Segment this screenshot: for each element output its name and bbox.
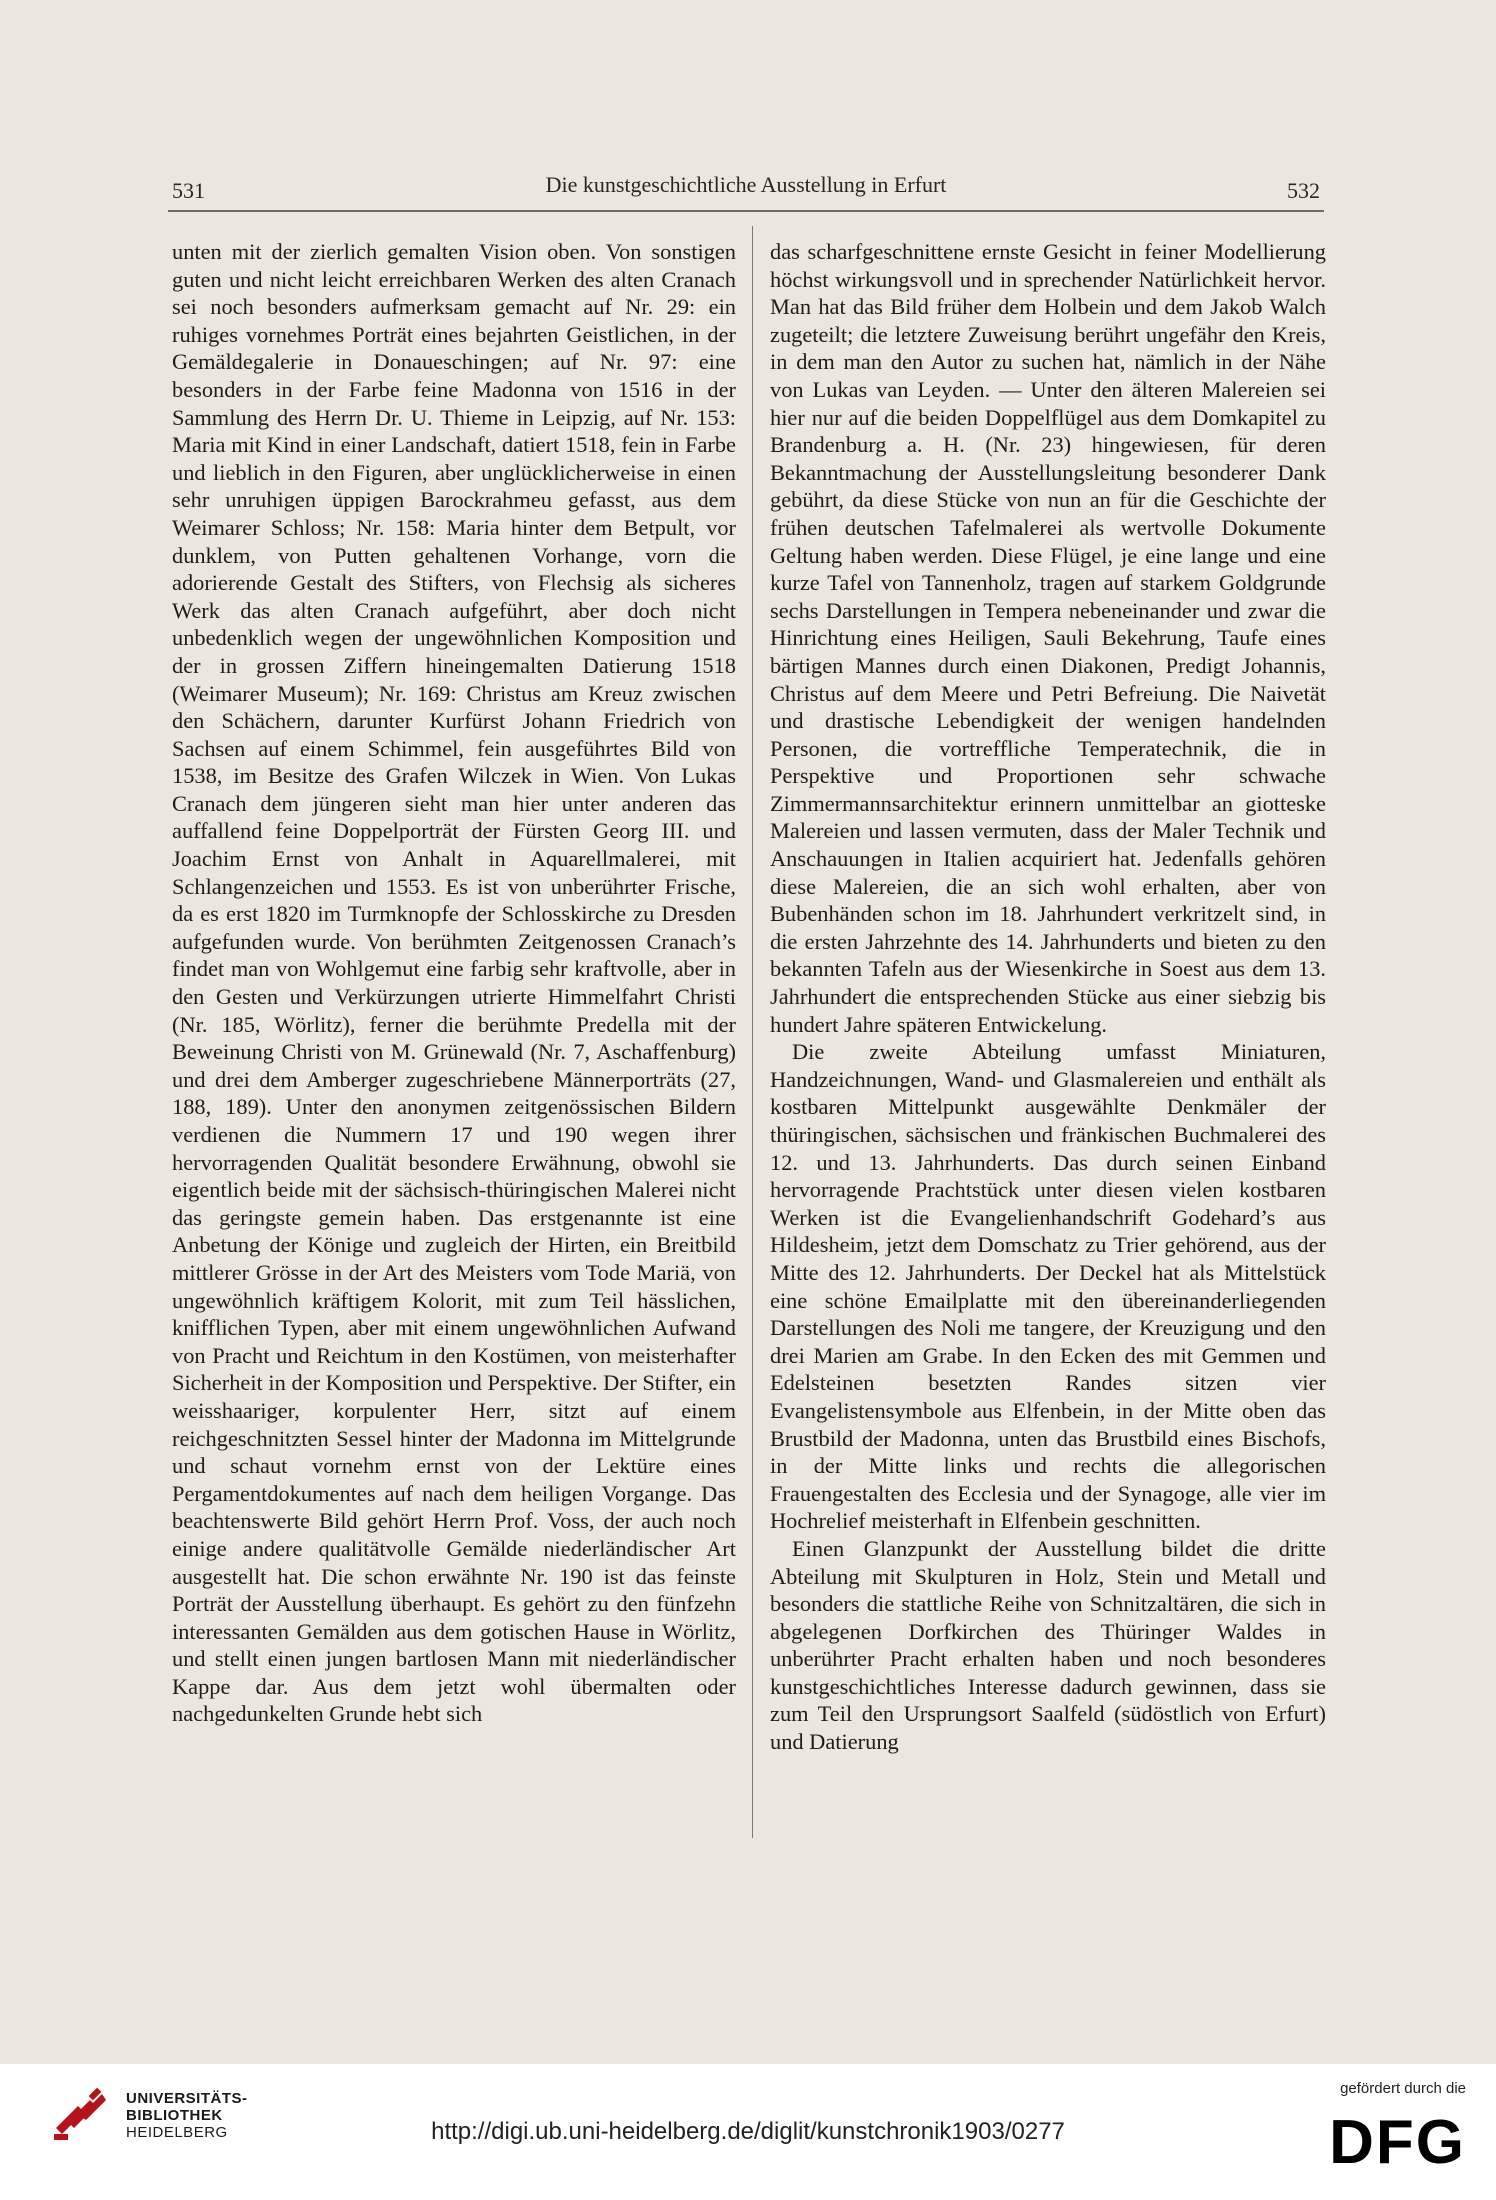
- running-title: Die kunstgeschichtliche Ausstellung in Erfurt: [545, 172, 947, 197]
- page-number-left: 531: [172, 178, 205, 203]
- source-url-link[interactable]: http://digi.ub.uni-heidelberg.de/diglit/kunstchronik1903/0277: [431, 2118, 1065, 2145]
- paragraph: das scharfgeschnittene ernste Gesicht in feiner Modellierung höchst wirkungsvoll und in sprechender Natürlichkeit hervor. Man hat das Bild früher dem Holbein und dem Jakob Walch zugeteilt; die letztere Zuweisung berührt ungefähr den Kreis, in dem man den Autor zu suchen hat, nämlich in der Nähe von Lukas van Leyden. — Unter den älteren Malereien sei hier nur auf die beiden Doppelflügel aus dem Domkapitel zu Brandenburg a. H. (Nr. 23) hingewiesen, für deren Bekanntmachung der Ausstellungsleitung besonderer Dank gebührt, da diese Stücke von nun an für die Geschichte der frühen deutschen Tafelmalerei als wertvolle Dokumente Geltung haben werden. Diese Flügel, je eine lange und eine kurze Tafel von Tannenholz, tragen auf starkem Goldgrunde sechs Darstellungen in Tempera nebeneinander und zwar die Hinrichtung eines Heiligen, Sauli Bekehrung, Taufe eines bärtigen Mannes durch einen Diakonen, Predigt Johannis, Christus auf dem Meere und Petri Befreiung. Die Naivetät und drastische Lebendigkeit der wenigen handelnden Personen, die vortreffliche Temperatechnik, die in Perspektive und Proportionen sehr schwache Zimmermannsarchitektur erinnern unmittelbar an giotteske Malereien und lassen vermuten, dass der Maler Technik und Anschauungen in Italien acquiriert hat. Jedenfalls gehören diese Malereien, die an sich wohl erhalten, aber von Bubenhänden schon im 18. Jahrhundert verkritzelt sind, in die ersten Jahrzehnte des 14. Jahrhunderts und bieten zu den bekannten Tafeln aus der Wiesenkirche in Soest aus dem 13. Jahrhundert die entsprechenden Stücke aus einer siebzig bis hundert Jahre späteren Entwickelung.: [770, 239, 1326, 1037]
- dfg-logo: DFG: [1329, 2108, 1466, 2177]
- library-name-line: HEIDELBERG: [126, 2124, 228, 2141]
- library-name-line: UNIVERSITÄTS-: [126, 2090, 248, 2107]
- library-name-line: BIBLIOTHEK: [126, 2107, 223, 2124]
- column-right: [770, 238, 1326, 1756]
- paragraph: unten mit der zierlich gemalten Vision oben. Von sonstigen guten und nicht leicht erreichbaren Werken des alten Cranach sei noch besonders aufmerksam gemacht auf Nr. 29: ein ruhiges vornehmes Porträt eines bejahrten Geistlichen, in der Gemäldegalerie in Donaueschingen; auf Nr. 97: eine besonders in der Farbe feine Madonna von 1516 in der Sammlung des Herrn Dr. U. Thieme in Leipzig, auf Nr. 153: Maria mit Kind in einer Landschaft, datiert 1518, fein in Farbe und lieblich in den Figuren, aber unglücklicherweise in einen sehr unruhigen üppigen Barockrahmeu gefasst, aus dem Weimarer Schloss; Nr. 158: Maria hinter dem Betpult, vor dunklem, von Putten gehaltenen Vorhange, vorn die adorierende Gestalt des Stifters, von Flechsig als sicheres Werk das alten Cranach aufgeführt, aber doch nicht unbedenklich wegen der ungewöhnlichen Komposition und der in grossen Ziffern hineingemalten Datierung 1518 (Weimarer Museum); Nr. 169: Christus am Kreuz zwischen den Schächern, darunter Kurfürst Johann Friedrich von Sachsen auf einem Schimmel, fein ausgeführtes Bild von 1538, im Besitze des Grafen Wilczek in Wien. Von Lukas Cranach dem jüngeren sieht man hier unter anderen das auffallend feine Doppelporträt der Fürsten Georg III. und Joachim Ernst von Anhalt in Aquarellmalerei, mit Schlangenzeichen und 1553. Es ist von unberührter Frische, da es erst 1820 im Turmknopfe der Schlosskirche zu Dresden aufgefunden wurde. Von berühmten Zeitgenossen Cranach’s findet man von Wohlgemut eine farbig sehr kraftvolle, aber in den Gesten und Verkürzungen utrierte Himmelfahrt Christi (Nr. 185, Wörlitz), ferner die berühmte Predella mit der Beweinung Christi von M. Grünewald (Nr. 7, Aschaffenburg) und drei dem Amberger zugeschriebene Männerporträts (27, 188, 189). Unter den anonymen zeitgenössischen Bildern verdienen die Nummern 17 und 190 wegen ihrer hervorragenden Qualität besondere Erwähnung, obwohl sie eigentlich beide mit der sächsisch-thüringischen Malerei nicht das geringste gemein haben. Das erstgenannte ist eine Anbetung der Könige und zugleich der Hirten, ein Breitbild mittlerer Grösse in der Art des Meisters vom Tode Mariä, von ungewöhnlich kräftigem Kolorit, mit zum Teil hässlichen, knifflichen Typen, aber mit einem ungewöhnlichen Aufwand von Pracht und Reichtum in den Kostümen, von meisterhafter Sicherheit in der Komposition und Perspektive. Der Stifter, ein weisshaariger, korpulenter Herr, sitzt auf einem reichgeschnitzten Sessel hinter der Madonna im Mittelgrunde und schaut vornehm ernst von der Lektüre eines Pergamentdokumentes auf nach dem heiligen Vorgange. Das beachtenswerte Bild gehört Herrn Prof. Voss, der auch noch einige andere qualitätvolle Gemälde niederländischer Art ausgestellt hat. Die schon erwähnte Nr. 190 ist das feinste Porträt der Ausstellung überhaupt. Es gehört zu den fünfzehn interessanten Gemälden aus dem gotischen Hause in Wörlitz, und stellt einen jungen bartlosen Mann mit niederländischer Kappe dar. Aus dem jetzt wohl übermalten oder nachgedunkelten Grunde hebt sich: [172, 239, 736, 1727]
- paragraph: Die zweite Abteilung umfasst Miniaturen, Handzeichnungen, Wand- und Glasmalereien und enthält als kostbaren Mittelpunkt ausgewählte Denkmäler der thüringischen, sächsischen und fränkischen Buchmalerei des 12. und 13. Jahrhunderts. Das durch seinen Einband hervorragende Prachtstück unter diesen vielen kostbaren Werken ist die Evangelienhandschrift Godehard’s aus Hildesheim, jetzt dem Domschatz zu Trier gehörend, aus der Mitte des 12. Jahrhunderts. Der Deckel hat als Mittelstück eine schöne Emailplatte mit den übereinanderliegenden Darstellungen des Noli me tangere, der Kreuzigung und den drei Marien am Grabe. In den Ecken des mit Gemmen und Edelsteinen besetzten Randes sitzen vier Evangelistensymbole aus Elfenbein, in der Mitte oben das Brustbild der Madonna, unten das Brustbild eines Bischofs, in der Mitte links und rechts die allegorischen Frauengestalten des Ecclesia und der Synagoge, alle vier im Hochrelief meisterhaft in Elfenbein geschnitten.: [770, 1039, 1326, 1534]
- column-left: [172, 238, 736, 1728]
- column-divider: [752, 226, 753, 1838]
- page-number-right: 532: [1287, 178, 1320, 203]
- funding-caption: gefördert durch die: [1340, 2080, 1466, 2097]
- header-rule: [168, 210, 1324, 212]
- paragraph: Einen Glanzpunkt der Ausstellung bildet die dritte Abteilung mit Skulpturen in Holz, Stein und Metall und besonders die stattliche Reihe von Schnitzaltären, die sich in abgelegenen Dorfkirchen des Thüringer Waldes in unberührter Pracht erhalten haben und noch besonderes kunstgeschichtliches Interesse dadurch gewinnen, dass sie zum Teil den Ursprungsort Saalfeld (südöstlich von Erfurt) und Datierung: [770, 1535, 1326, 1755]
- running-header: [172, 172, 1320, 206]
